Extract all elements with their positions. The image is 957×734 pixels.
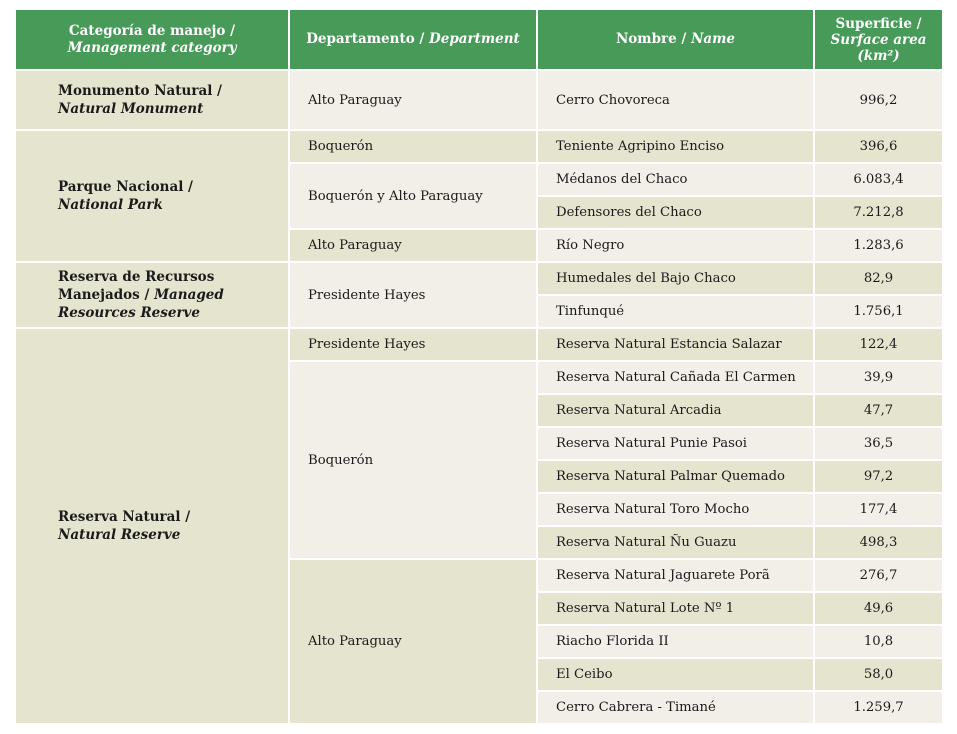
table-row [16,263,942,296]
name-cell: Reserva Natural Ñu Guazu [538,527,813,560]
name-cell: Río Negro [538,230,813,263]
area-cell: 1.259,7 [815,692,942,725]
table-row [16,329,942,362]
protected-areas-table [14,10,944,725]
area-cell: 996,2 [815,71,942,131]
department-cell: Presidente Hayes [290,329,536,362]
area-cell: 498,3 [815,527,942,560]
category-cell: Parque Nacional / National Park [16,131,288,263]
category-cell: Monumento Natural / Natural Monument [16,71,288,131]
name-cell: Reserva Natural Palmar Quemado [538,461,813,494]
header-category: Categoría de manejo / Management category [16,10,288,71]
department-cell: Presidente Hayes [290,263,536,329]
area-cell: 97,2 [815,461,942,494]
department-cell: Alto Paraguay [290,230,536,263]
area-cell: 36,5 [815,428,942,461]
area-cell: 1.283,6 [815,230,942,263]
table-row [16,131,942,164]
name-cell: Reserva Natural Toro Mocho [538,494,813,527]
name-cell: Cerro Chovoreca [538,71,813,131]
table-header-row [16,10,942,71]
name-cell: Reserva Natural Lote Nº 1 [538,593,813,626]
area-cell: 1.756,1 [815,296,942,329]
area-cell: 396,6 [815,131,942,164]
area-cell: 276,7 [815,560,942,593]
name-cell: Defensores del Chaco [538,197,813,230]
name-cell: Reserva Natural Jaguarete Porã [538,560,813,593]
header-name: Nombre / Name [538,10,813,71]
name-cell: Cerro Cabrera - Timané [538,692,813,725]
area-cell: 49,6 [815,593,942,626]
name-cell: Reserva Natural Estancia Salazar [538,329,813,362]
name-cell: Reserva Natural Arcadia [538,395,813,428]
name-cell: Humedales del Bajo Chaco [538,263,813,296]
area-cell: 47,7 [815,395,942,428]
area-cell: 6.083,4 [815,164,942,197]
name-cell: El Ceibo [538,659,813,692]
table-row [16,71,942,131]
header-area: Superficie / Surface area (km²) [815,10,942,71]
category-cell: Reserva Natural / Natural Reserve [16,329,288,725]
area-cell: 82,9 [815,263,942,296]
area-cell: 122,4 [815,329,942,362]
department-cell: Boquerón [290,131,536,164]
category-cell: Reserva de Recursos Manejados / Managed Resources Reserve [16,263,288,329]
department-cell: Boquerón y Alto Paraguay [290,164,536,230]
area-cell: 7.212,8 [815,197,942,230]
department-cell: Alto Paraguay [290,560,536,725]
name-cell: Tinfunqué [538,296,813,329]
area-cell: 177,4 [815,494,942,527]
name-cell: Teniente Agripino Enciso [538,131,813,164]
name-cell: Reserva Natural Punie Pasoi [538,428,813,461]
area-cell: 58,0 [815,659,942,692]
area-cell: 10,8 [815,626,942,659]
department-cell: Boquerón [290,362,536,560]
name-cell: Médanos del Chaco [538,164,813,197]
department-cell: Alto Paraguay [290,71,536,131]
area-cell: 39,9 [815,362,942,395]
name-cell: Reserva Natural Cañada El Carmen [538,362,813,395]
header-department: Departamento / Department [290,10,536,71]
name-cell: Riacho Florida II [538,626,813,659]
